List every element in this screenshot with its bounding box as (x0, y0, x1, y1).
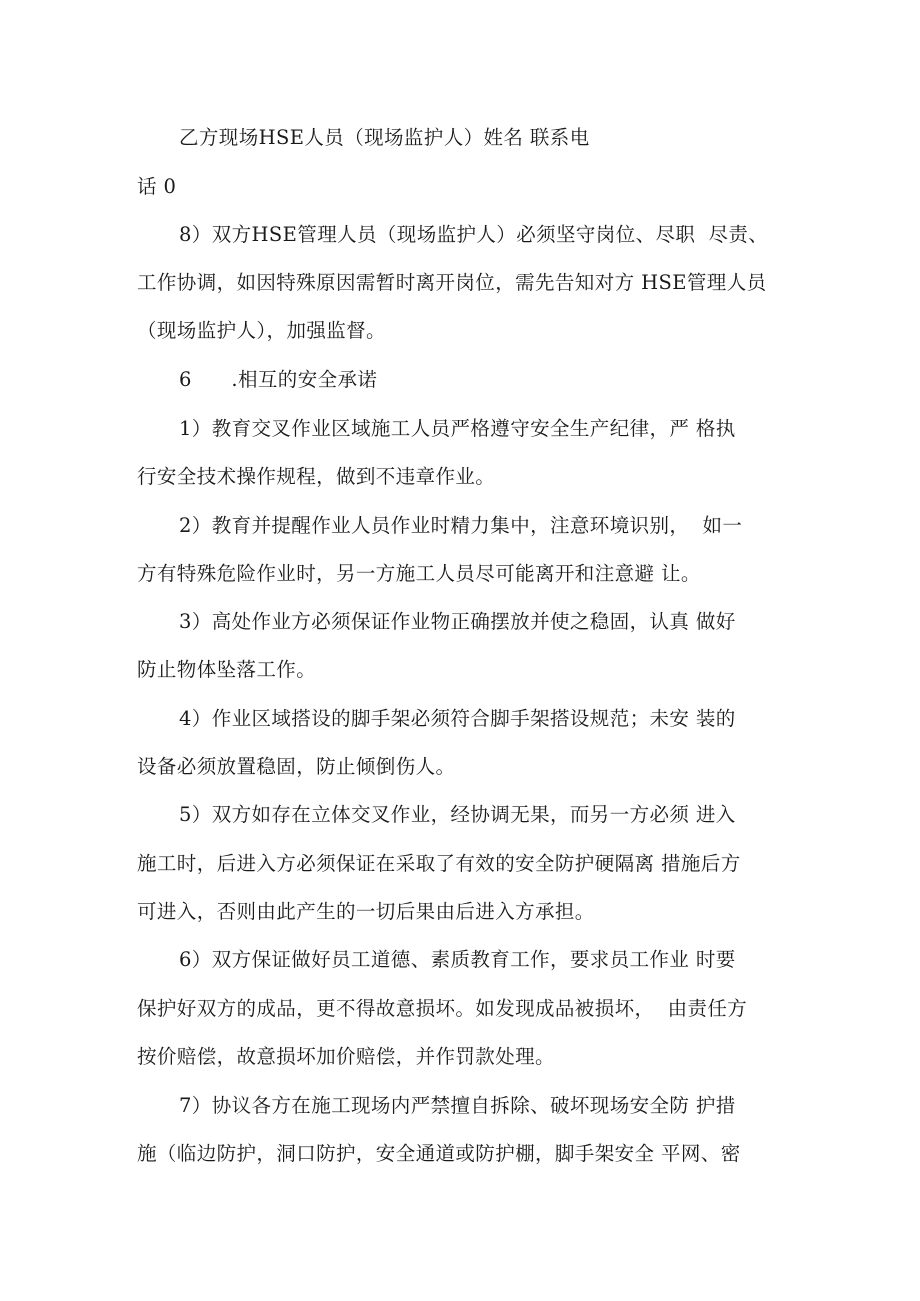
paragraph-line: 4）作业区域搭设的脚手架必须符合脚手架搭设规范；未安 装的 (179, 707, 736, 730)
paragraph-line: 方有特殊危险作业时，另一方施工人员尽可能离开和注意避 让。 (137, 562, 701, 585)
paragraph-line: 3）高处作业方必须保证作业物正确摆放并使之稳固，认真 做好 (179, 610, 736, 633)
paragraph-line: 乙方现场HSE人员（现场监护人）姓名 联系电 (179, 126, 590, 149)
paragraph-line: 按价赔偿，故意损坏加价赔偿，并作罚款处理。 (137, 1045, 555, 1068)
paragraph-line: （现场监护人），加强监督。 (137, 319, 386, 342)
section-heading: 6 .相互的安全承诺 (179, 368, 378, 391)
paragraph-line: 保护好双方的成品，更不得故意损坏。如发现成品被损坏， 由责任方 (137, 997, 748, 1020)
paragraph-line: 设备必须放置稳固，防止倾倒伤人。 (137, 755, 456, 778)
paragraph-line: 8）双方HSE管理人员（现场监护人）必须坚守岗位、尽职 尽责、 (179, 223, 769, 246)
paragraph-line: 1）教育交叉作业区域施工人员严格遵守安全生产纪律，严 格执 (179, 417, 736, 440)
paragraph-line: 7）协议各方在施工现场内严禁擅自拆除、破坏现场安全防 护措 (179, 1094, 736, 1117)
paragraph-line: 工作协调，如因特殊原因需暂时离开岗位，需先告知对方 HSE管理人员 (137, 271, 767, 294)
paragraph-line: 行安全技术操作规程，做到不违章作业。 (137, 465, 496, 488)
paragraph-line: 2）教育并提醒作业人员作业时精力集中，注意环境识别， 如一 (179, 514, 743, 537)
paragraph-line: 可进入，否则由此产生的一切后果由后进入方承担。 (137, 900, 595, 923)
paragraph-line: 施（临边防护，洞口防护，安全通道或防护棚，脚手架安全 平网、密 (137, 1142, 741, 1165)
paragraph-line: 施工时，后进入方必须保证在采取了有效的安全防护硬隔离 措施后方 (137, 852, 741, 875)
paragraph-line: 6）双方保证做好员工道德、素质教育工作，要求员工作业 时要 (179, 948, 736, 971)
paragraph-line: 5）双方如存在立体交叉作业，经协调无果，而另一方必须 进入 (179, 803, 736, 826)
paragraph-line: 话 0 (137, 175, 177, 198)
paragraph-line: 防止物体坠落工作。 (137, 658, 317, 681)
